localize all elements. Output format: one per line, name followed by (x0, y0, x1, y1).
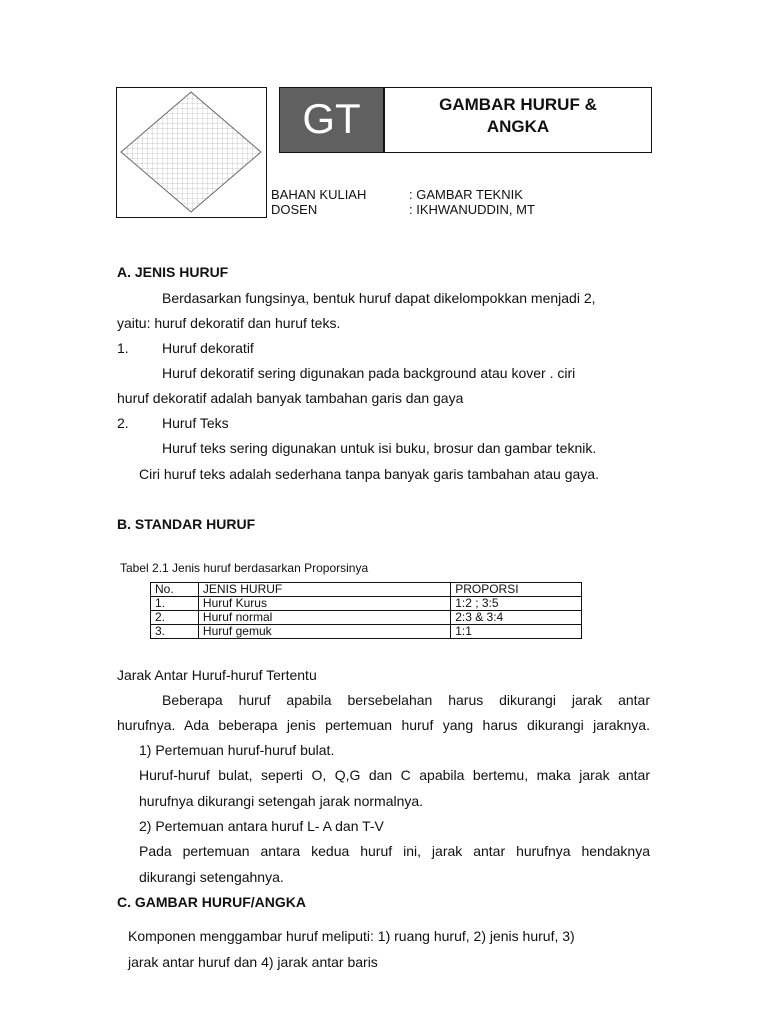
section-c-line1: Komponen menggambar huruf meliputi: 1) ruang huruf, 2) jenis huruf, 3) (128, 928, 575, 944)
table-cell: 2:3 & 3:4 (451, 611, 582, 625)
table-cell: Huruf normal (198, 611, 450, 625)
section-a-para-line1: Berdasarkan fungsinya, bentuk huruf dapat dikelompokkan menjadi 2, (162, 290, 596, 306)
document-title (384, 87, 652, 153)
sub2-line2: dikurangi setengahnya. (139, 869, 284, 885)
meta-label-course: BAHAN KULIAH (271, 187, 367, 202)
item1-number: 1. (117, 340, 129, 356)
sub1-title: 1) Pertemuan huruf-huruf bulat. (139, 742, 335, 758)
sub2-title: 2) Pertemuan antara huruf L- A dan T-V (139, 818, 384, 834)
section-c-heading: C. GAMBAR HURUF/ANGKA (117, 894, 306, 910)
title-line-2: ANGKA (486, 117, 550, 136)
logo-gt: GT (279, 87, 384, 153)
table-cell: Huruf gemuk (198, 625, 450, 639)
proportion-table (150, 582, 582, 639)
meta-value-course: : GAMBAR TEKNIK (409, 187, 523, 202)
title-line-1: GAMBAR HURUF & (439, 95, 597, 114)
item2-number: 2. (117, 415, 129, 431)
jarak-line1: Beberapa huruf apabila bersebelahan harus dikurangi jarak antar (162, 692, 650, 708)
meta-label-lecturer: DOSEN (271, 202, 318, 217)
item1-title: Huruf dekoratif (162, 340, 254, 356)
table-cell: 1:2 ; 3:5 (451, 597, 582, 611)
jarak-line2: hurufnya. Ada beberapa jenis pertemuan huruf yang harus dikurangi jaraknya. (117, 717, 650, 733)
section-c-line2: jarak antar huruf dan 4) jarak antar baris (128, 954, 378, 970)
table-cell: Huruf Kurus (198, 597, 450, 611)
table-row (151, 625, 582, 639)
item2-line1: Huruf teks sering digunakan untuk isi buku, brosur dan gambar teknik. (162, 440, 597, 456)
section-b-heading: B. STANDAR HURUF (117, 516, 256, 532)
table-cell: 3. (151, 625, 199, 639)
item1-line2: huruf dekoratif adalah banyak tambahan garis dan gaya (117, 390, 464, 406)
table-header-row (151, 583, 582, 597)
table-header-cell: No. (151, 583, 199, 597)
item2-title: Huruf Teks (162, 415, 229, 431)
table-cell: 1:1 (451, 625, 582, 639)
table-cell: 1. (151, 597, 199, 611)
table-caption: Tabel 2.1 Jenis huruf berdasarkan Proporsinya (120, 561, 369, 575)
diamond-grid-logo (117, 88, 265, 216)
section-a-para-line2: yaitu: huruf dekoratif dan huruf teks. (117, 315, 341, 331)
table-header-cell: JENIS HURUF (198, 583, 450, 597)
section-a-heading: A. JENIS HURUF (117, 264, 229, 280)
item1-line1: Huruf dekoratif sering digunakan pada background atau kover . ciri (162, 365, 576, 381)
table-row (151, 597, 582, 611)
meta-value-lecturer: : IKHWANUDDIN, MT (409, 202, 535, 217)
sub2-line1: Pada pertemuan antara kedua huruf ini, jarak antar hurufnya hendaknya (139, 843, 650, 859)
sub1-line1: Huruf-huruf bulat, seperti O, Q,G dan C apabila bertemu, maka jarak antar (139, 767, 650, 783)
table-cell: 2. (151, 611, 199, 625)
table-row (151, 611, 582, 625)
logo-box (116, 87, 267, 218)
table-header-cell: PROPORSI (451, 583, 582, 597)
item2-line2: Ciri huruf teks adalah sederhana tanpa banyak garis tambahan atau gaya. (139, 466, 599, 482)
sub1-line2: hurufnya dikurangi setengah jarak normalnya. (139, 793, 424, 809)
jarak-title: Jarak Antar Huruf-huruf Tertentu (117, 667, 317, 683)
